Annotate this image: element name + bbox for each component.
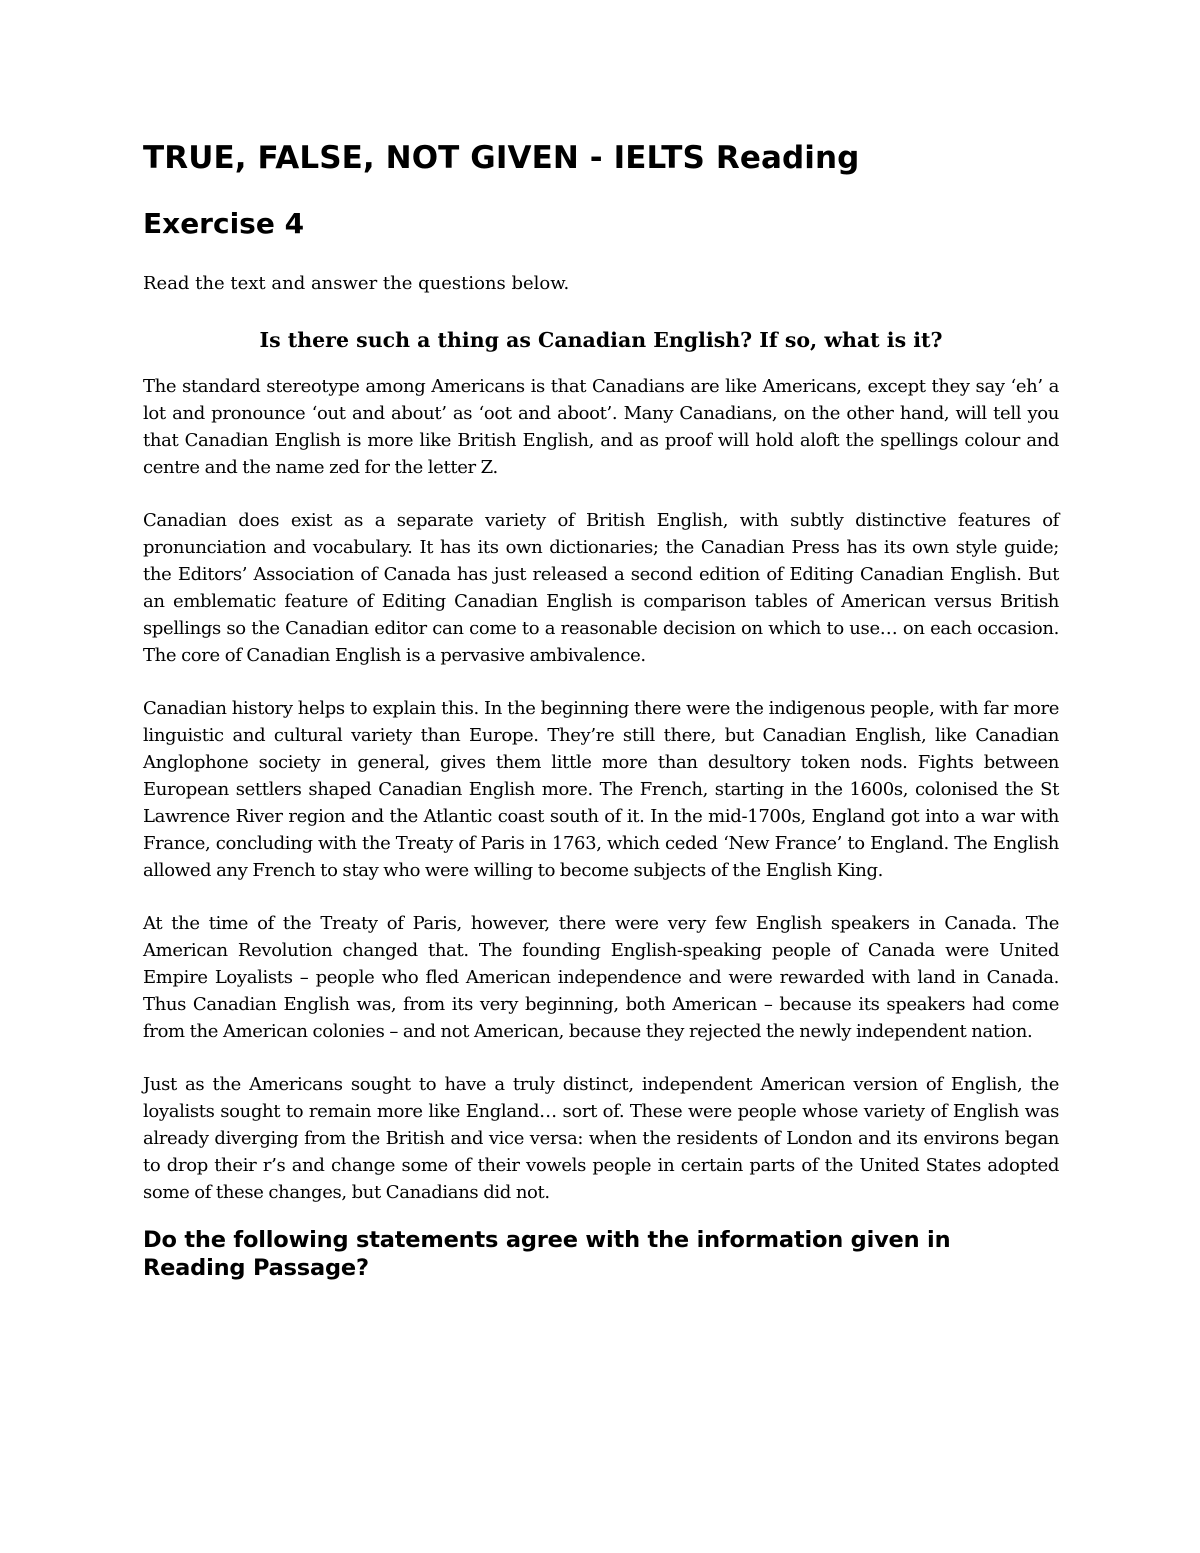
document-title: TRUE, FALSE, NOT GIVEN - IELTS Reading: [143, 140, 860, 176]
question-heading: Do the following statements agree with the information given in Reading Passage?: [143, 1227, 951, 1281]
passage-paragraph-3: Canadian history helps to explain this. In the beginning there were the indigenous people, with far more linguistic and cultural variety than Europe. They’re still there, but Canadian English, like Canadian Anglophone society in general, gives them little more than desultory token nods. Fights between European settlers shaped Canadian English more. The French, starting in the 1600s, colonised the St Lawrence River region and the Atlantic coast south of it. In the mid-1700s, England got into a war with France, concluding with the Treaty of Paris in 1763, which ceded ‘New France’ to England. The English allowed any French to stay who were willing to become subjects of the English King.: [143, 698, 1059, 881]
passage-title: Is there such a thing as Canadian English? If so, what is it?: [259, 328, 943, 352]
passage-paragraph-2: Canadian does exist as a separate variety of British English, with subtly distinctive features of pronunciation and vocabulary. It has its own dictionaries; the Canadian Press has its own style guide; the Editors’ Association of Canada has just released a second edition of Editing Canadian English. But an emblematic feature of Editing Canadian English is comparison tables of American versus British spellings so the Canadian editor can come to a reasonable decision on which to use… on each occasion. The core of Canadian English is a pervasive ambivalence.: [143, 510, 1059, 666]
exercise-heading: Exercise 4: [143, 207, 305, 240]
passage-paragraph-1: The standard stereotype among Americans is that Canadians are like Americans, except they say ‘eh’ a lot and pronounce ‘out and about’ as ‘oot and aboot’. Many Canadians, on the other hand, will tell you that Canadian English is more like British English, and as proof will hold aloft the spellings colour and centre and the name zed for the letter Z.: [143, 376, 1059, 478]
document-content: [143, 138, 1059, 1282]
instructions-text: Read the text and answer the questions below.: [143, 273, 570, 294]
passage-paragraph-5: Just as the Americans sought to have a truly distinct, independent American version of English, the loyalists sought to remain more like England… sort of. These were people whose variety of English was already diverging from the British and vice versa: when the residents of London and its environs began to drop their r’s and change some of their vowels people in certain parts of the United States adopted some of these changes, but Canadians did not.: [143, 1074, 1059, 1203]
passage-paragraph-4: At the time of the Treaty of Paris, however, there were very few English speakers in Canada. The American Revolution changed that. The founding English-speaking people of Canada were United Empire Loyalists – people who fled American independence and were rewarded with land in Canada. Thus Canadian English was, from its very beginning, both American – because its speakers had come from the American colonies – and not American, because they rejected the newly independent nation.: [143, 913, 1059, 1042]
